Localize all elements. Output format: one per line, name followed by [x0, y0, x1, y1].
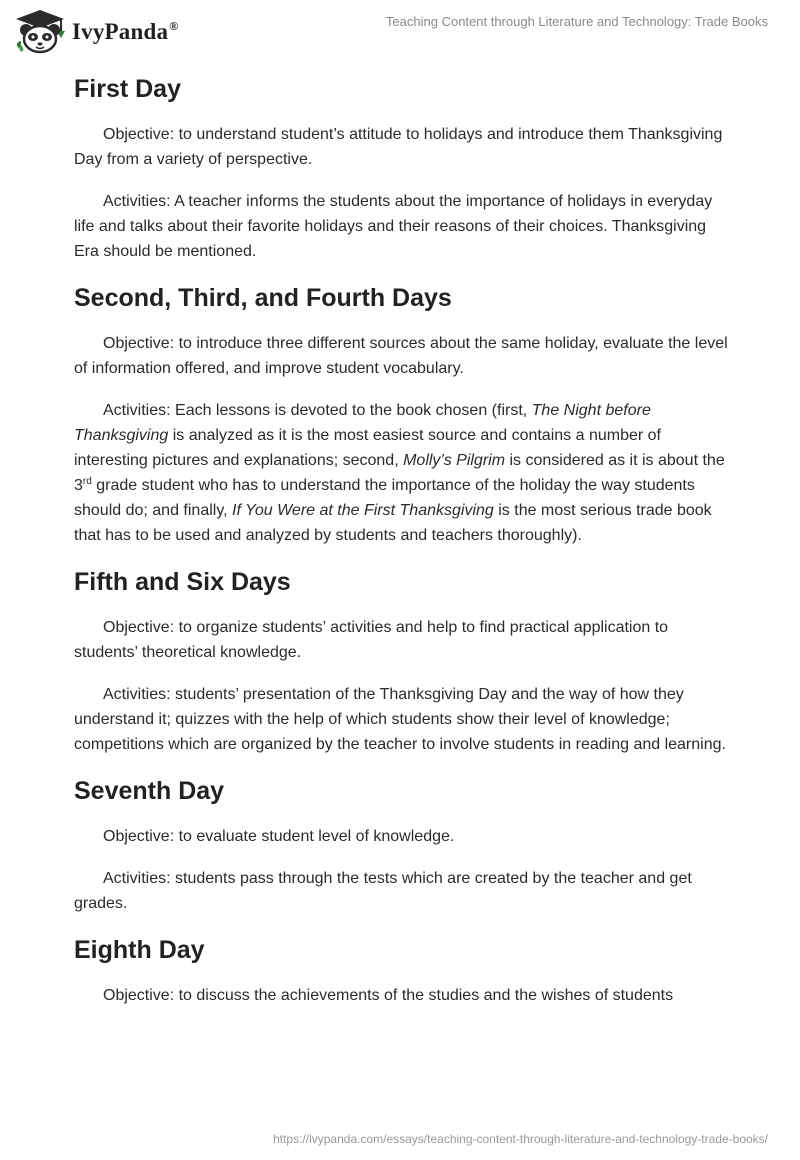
activities-paragraph: Activities: Each lessons is devoted to the book chosen (first, The Night before Thanksgiving is analyzed as it is the most easiest source and contains a number of interesting pictures and explanations; second, Molly’s Pilgrim is considered as it is about the 3rd grade student who has to understand the importance of the holiday the way students should do; and finally, If You Were at the First Thanksgiving is the most serious trade book that has to be used and analyzed by students and teachers thoroughly). — [74, 402, 725, 544]
activities-paragraph: Activities: students’ presentation of the Thanksgiving Day and the way of how they understand it; quizzes with the help of which students show their level of knowledge; competitions which are organized by the teacher to involve students in reading and learning. — [74, 686, 726, 753]
essay-content — [74, 68, 730, 1008]
registered-mark: ® — [169, 19, 179, 33]
objective-paragraph: Objective: to organize students’ activities and help to find practical application to students’ theoretical knowledge. — [74, 619, 669, 661]
objective-paragraph: Objective: to discuss the achievements of the studies and the wishes of students — [103, 987, 674, 1004]
book-title: If You Were at the First Thanksgiving — [232, 502, 494, 519]
section-heading: Fifth and Six Days — [74, 568, 291, 596]
objective-paragraph: Objective: to introduce three different sources about the same holiday, evaluate the level of information offered, and improve student vocabulary. — [74, 335, 728, 377]
section-heading: Seventh Day — [74, 777, 225, 805]
brand-name: IvyPanda® — [72, 19, 179, 44]
book-title: Molly’s Pilgrim — [403, 452, 506, 469]
ordinal-suffix: rd — [82, 476, 92, 487]
section-heading: First Day — [74, 75, 181, 103]
activities-paragraph: Activities: A teacher informs the students about the importance of holidays in everyday life and talks about their favorite holidays and their reasons of their choices. Thanksgiving Era should be mentioned. — [74, 193, 713, 260]
panda-graduate-icon — [14, 8, 66, 54]
ivypanda-logo[interactable] — [14, 8, 178, 54]
objective-paragraph: Objective: to understand student’s attitude to holidays and introduce them Thanksgiving Day from a variety of perspective. — [74, 126, 723, 168]
source-url[interactable]: https://ivypanda.com/essays/teaching-content-through-literature-and-technology-trade-books/ — [273, 1132, 768, 1146]
activities-paragraph: Activities: students pass through the tests which are created by the teacher and get grades. — [74, 870, 692, 912]
book-title: The Night before Thanksgiving — [74, 402, 651, 444]
objective-paragraph: Objective: to evaluate student level of knowledge. — [103, 828, 455, 845]
section-heading: Eighth Day — [74, 936, 205, 964]
page-header — [0, 0, 800, 64]
document-title: Teaching Content through Literature and Technology: Trade Books — [385, 14, 768, 29]
section-heading: Second, Third, and Fourth Days — [74, 284, 452, 312]
